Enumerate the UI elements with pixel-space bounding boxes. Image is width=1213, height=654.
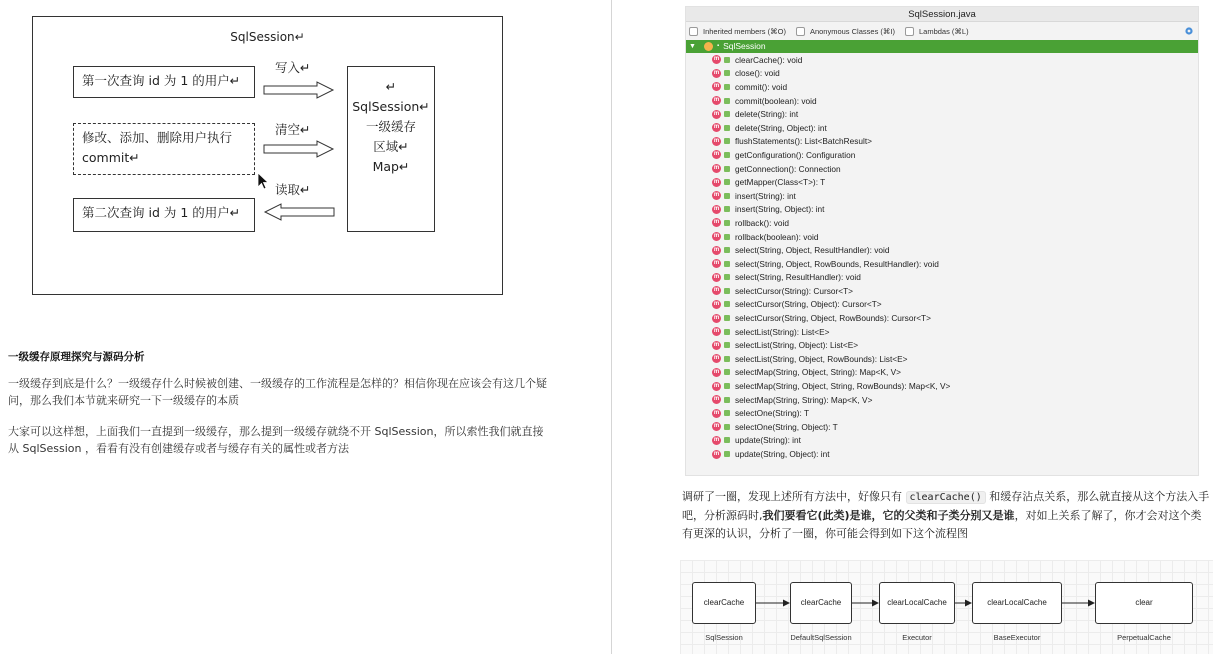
read-arrow — [263, 203, 335, 221]
method-row[interactable] — [686, 94, 1198, 108]
method-row[interactable] — [686, 121, 1198, 135]
flow-node-class-label: Executor — [902, 633, 932, 642]
method-label: selectList(String): List<E> — [735, 326, 830, 337]
method-icon: m — [713, 246, 720, 253]
method-row[interactable] — [686, 257, 1198, 271]
checkbox-inherited[interactable] — [689, 27, 698, 36]
write-arrow — [263, 81, 335, 99]
public-icon — [724, 410, 730, 416]
method-label: delete(String, Object): int — [735, 122, 827, 133]
filter-inherited[interactable] — [689, 27, 786, 36]
method-label: selectCursor(String): Cursor<T> — [735, 285, 854, 296]
public-icon — [724, 437, 730, 443]
method-icon: m — [713, 409, 720, 416]
filter-bar — [686, 22, 1198, 40]
method-label: select(String, Object, ResultHandler): void — [735, 245, 890, 256]
inline-code: clearCache() — [906, 491, 986, 504]
modify-text-line1: 修改、添加、删除用户执行 — [82, 130, 233, 145]
method-row[interactable] — [686, 230, 1198, 244]
flow-node-class-label: SqlSession — [705, 633, 743, 642]
method-icon: m — [713, 355, 720, 362]
read-label: 读取↵ — [275, 182, 311, 197]
method-icon: m — [713, 233, 720, 240]
method-icon: m — [713, 83, 720, 90]
flow-node: clear — [1095, 582, 1193, 624]
method-label: insert(String): int — [735, 190, 796, 201]
method-label: rollback(): void — [735, 217, 789, 228]
public-icon — [724, 206, 730, 212]
method-label: getConfiguration(): Configuration — [735, 149, 856, 160]
window-title: SqlSession.java — [686, 7, 1198, 22]
method-row[interactable] — [686, 352, 1198, 366]
flow-node-class-label: DefaultSqlSession — [790, 633, 852, 642]
cache-line-3: 区域↵ — [373, 139, 409, 154]
method-row[interactable] — [686, 203, 1198, 217]
checkbox-anonymous[interactable] — [796, 27, 805, 36]
call-flow-diagram — [680, 560, 1213, 654]
public-icon — [724, 247, 730, 253]
method-label: selectCursor(String, Object, RowBounds): Cursor<T> — [735, 313, 931, 324]
method-row[interactable] — [686, 379, 1198, 393]
method-label: rollback(boolean): void — [735, 231, 819, 242]
public-icon — [724, 125, 730, 131]
clear-arrow — [263, 140, 335, 158]
method-icon: m — [713, 287, 720, 294]
method-label: selectOne(String, Object): T — [735, 421, 838, 432]
method-row[interactable] — [686, 53, 1198, 67]
method-label: selectCursor(String, Object): Cursor<T> — [735, 299, 882, 310]
method-label: getMapper(Class<T>): T — [735, 177, 826, 188]
method-icon: m — [713, 205, 720, 212]
method-label: close(): void — [735, 68, 780, 79]
visibility-icon: ▪ — [716, 43, 720, 49]
method-icon: m — [713, 450, 720, 457]
flow-arrow — [852, 600, 879, 607]
root-label: SqlSession — [723, 41, 766, 51]
method-row[interactable] — [686, 338, 1198, 352]
analysis-text-bold: 我们要看它(此类)是谁，它的父类和子类分别又是谁 — [762, 509, 1015, 522]
method-label: selectMap(String, String): Map<K, V> — [735, 394, 873, 405]
modify-box — [73, 123, 255, 175]
first-query-box — [73, 66, 255, 98]
method-label: selectMap(String, Object, String, RowBounds): Map<K, V> — [735, 381, 951, 392]
method-icon: m — [713, 219, 720, 226]
diagram-title: SqlSession↵ — [230, 30, 305, 44]
public-icon — [724, 166, 730, 172]
flow-arrow — [756, 600, 790, 607]
public-icon — [724, 111, 730, 117]
public-icon — [724, 301, 730, 307]
method-icon: m — [713, 110, 720, 117]
cache-region-box — [347, 66, 435, 232]
method-row[interactable] — [686, 243, 1198, 257]
method-icon: m — [713, 260, 720, 267]
public-icon — [724, 98, 730, 104]
modify-text-line2: commit↵ — [82, 150, 140, 165]
first-query-text: 第一次查询 id 为 1 的用户↵ — [82, 73, 241, 88]
public-icon — [724, 234, 730, 240]
method-row[interactable] — [686, 420, 1198, 434]
sqlsession-cache-diagram — [32, 16, 503, 295]
flow-arrow — [955, 600, 972, 607]
method-row[interactable] — [686, 284, 1198, 298]
method-row[interactable] — [686, 393, 1198, 407]
method-icon: m — [713, 314, 720, 321]
mouse-pointer-icon — [257, 172, 271, 190]
public-icon — [724, 179, 730, 185]
flow-node: clearCache — [692, 582, 756, 624]
method-label: clearCache(): void — [735, 54, 803, 65]
filter-anonymous-label: Anonymous Classes (⌘I) — [809, 26, 895, 36]
method-row[interactable] — [686, 447, 1198, 461]
cache-line-4: Map↵ — [372, 159, 410, 174]
method-label: selectList(String, Object, RowBounds): List<E> — [735, 353, 908, 364]
public-icon — [724, 261, 730, 267]
method-row[interactable] — [686, 80, 1198, 94]
method-icon: m — [713, 137, 720, 144]
method-label: insert(String, Object): int — [735, 204, 825, 215]
second-query-box — [73, 198, 255, 232]
method-icon: m — [713, 69, 720, 76]
clear-label: 清空↵ — [275, 122, 311, 137]
method-label: select(String, Object, RowBounds, ResultHandler): void — [735, 258, 939, 269]
method-icon: m — [713, 97, 720, 104]
public-icon — [724, 57, 730, 63]
expand-caret-icon[interactable]: ▼ — [689, 43, 696, 50]
method-list — [686, 53, 1198, 461]
public-icon — [724, 70, 730, 76]
interface-icon — [704, 42, 713, 51]
method-row[interactable] — [686, 366, 1198, 380]
section-heading: 一级缓存原理探究与源码分析 — [8, 351, 145, 363]
public-icon — [724, 138, 730, 144]
analysis-text-mid: 和缓存沾点关系，那么就直接从这个方法入手吧，分析源码时, — [682, 490, 1210, 522]
right-page — [612, 0, 1213, 654]
method-icon: m — [713, 300, 720, 307]
method-icon: m — [713, 341, 720, 348]
method-row[interactable] — [686, 298, 1198, 312]
filter-lambdas-label: Lambdas (⌘L) — [918, 26, 969, 36]
checkbox-lambdas[interactable] — [905, 27, 914, 36]
public-icon — [724, 451, 730, 457]
paragraph-1: 一级缓存到底是什么？一级缓存什么时候被创建、一级缓存的工作流程是怎样的？相信你现在应该会有这几个疑问，那么我们本节就来研究一下一级缓存的本质 — [8, 377, 547, 407]
public-icon — [724, 315, 730, 321]
method-icon: m — [713, 56, 720, 63]
public-icon — [724, 383, 730, 389]
method-label: selectMap(String, Object, String): Map<K, V> — [735, 367, 902, 378]
public-icon — [724, 342, 730, 348]
cache-line-2: 一级缓存 — [365, 119, 416, 134]
analysis-paragraph — [682, 488, 1212, 543]
method-row[interactable] — [686, 406, 1198, 420]
method-icon: m — [713, 192, 720, 199]
public-icon — [724, 193, 730, 199]
method-row[interactable] — [686, 162, 1198, 176]
public-icon — [724, 329, 730, 335]
flow-node-class-label: PerpetualCache — [1117, 633, 1171, 642]
flow-node-class-label: BaseExecutor — [993, 633, 1041, 642]
method-label: commit(): void — [735, 81, 788, 92]
filter-anonymous[interactable] — [796, 27, 895, 36]
public-icon — [724, 356, 730, 362]
analysis-text-pre: 调研了一圈，发现上述所有方法中，好像只有 — [682, 490, 906, 503]
method-label: delete(String): int — [735, 109, 799, 120]
method-label: flushStatements(): List<BatchResult> — [735, 136, 872, 147]
method-label: getConnection(): Connection — [735, 163, 841, 174]
method-label: select(String, ResultHandler): void — [735, 272, 861, 283]
method-icon: m — [713, 368, 720, 375]
analysis-text-post: ，对如上关系了解了，你才会对这个类有更深的认识，分析了一圈，你可能会得到如下这个流程图 — [682, 509, 1202, 540]
method-row[interactable] — [686, 175, 1198, 189]
filter-inherited-label: Inherited members (⌘O) — [703, 26, 786, 36]
public-icon — [724, 152, 730, 158]
gear-icon[interactable] — [1184, 26, 1194, 36]
method-icon: m — [713, 273, 720, 280]
method-icon: m — [713, 423, 720, 430]
tree-root-sqlsession[interactable] — [686, 40, 1198, 53]
public-icon — [724, 369, 730, 375]
flow-node: clearLocalCache — [879, 582, 955, 624]
method-icon: m — [713, 436, 720, 443]
public-icon — [724, 424, 730, 430]
method-row[interactable] — [686, 189, 1198, 203]
flow-arrow — [1062, 600, 1095, 607]
flow-node: clearLocalCache — [972, 582, 1062, 624]
method-label: update(String): int — [735, 435, 801, 446]
filter-lambdas[interactable] — [905, 27, 969, 36]
public-icon — [724, 220, 730, 226]
method-label: selectList(String, Object): List<E> — [735, 340, 859, 351]
method-row[interactable] — [686, 148, 1198, 162]
method-row[interactable] — [686, 107, 1198, 121]
method-row[interactable] — [686, 135, 1198, 149]
method-row[interactable] — [686, 216, 1198, 230]
public-icon — [724, 274, 730, 280]
cache-line-0: ↵ — [385, 79, 397, 94]
structure-window — [685, 6, 1199, 476]
method-row[interactable] — [686, 325, 1198, 339]
public-icon — [724, 84, 730, 90]
public-icon — [724, 397, 730, 403]
second-query-text: 第二次查询 id 为 1 的用户↵ — [82, 205, 241, 220]
cache-line-1: SqlSession↵ — [352, 99, 430, 114]
method-label: commit(boolean): void — [735, 95, 817, 106]
method-label: update(String, Object): int — [735, 449, 830, 460]
public-icon — [724, 288, 730, 294]
method-label: selectOne(String): T — [735, 408, 810, 419]
method-row[interactable] — [686, 271, 1198, 285]
method-icon: m — [713, 151, 720, 158]
method-row[interactable] — [686, 311, 1198, 325]
flow-node: clearCache — [790, 582, 852, 624]
method-icon: m — [713, 124, 720, 131]
method-icon: m — [713, 382, 720, 389]
method-icon: m — [713, 328, 720, 335]
method-row[interactable] — [686, 67, 1198, 81]
method-icon: m — [713, 178, 720, 185]
method-row[interactable] — [686, 434, 1198, 448]
method-icon: m — [713, 165, 720, 172]
method-icon: m — [713, 396, 720, 403]
write-label: 写入↵ — [275, 60, 311, 75]
paragraph-2: 大家可以这样想，上面我们一直提到一级缓存，那么提到一级缓存就绕不开 SqlSession，所以索性我们就直接从 SqlSession ，看看有没有创建缓存或者与缓存有关的属性或者方法 — [8, 425, 544, 455]
